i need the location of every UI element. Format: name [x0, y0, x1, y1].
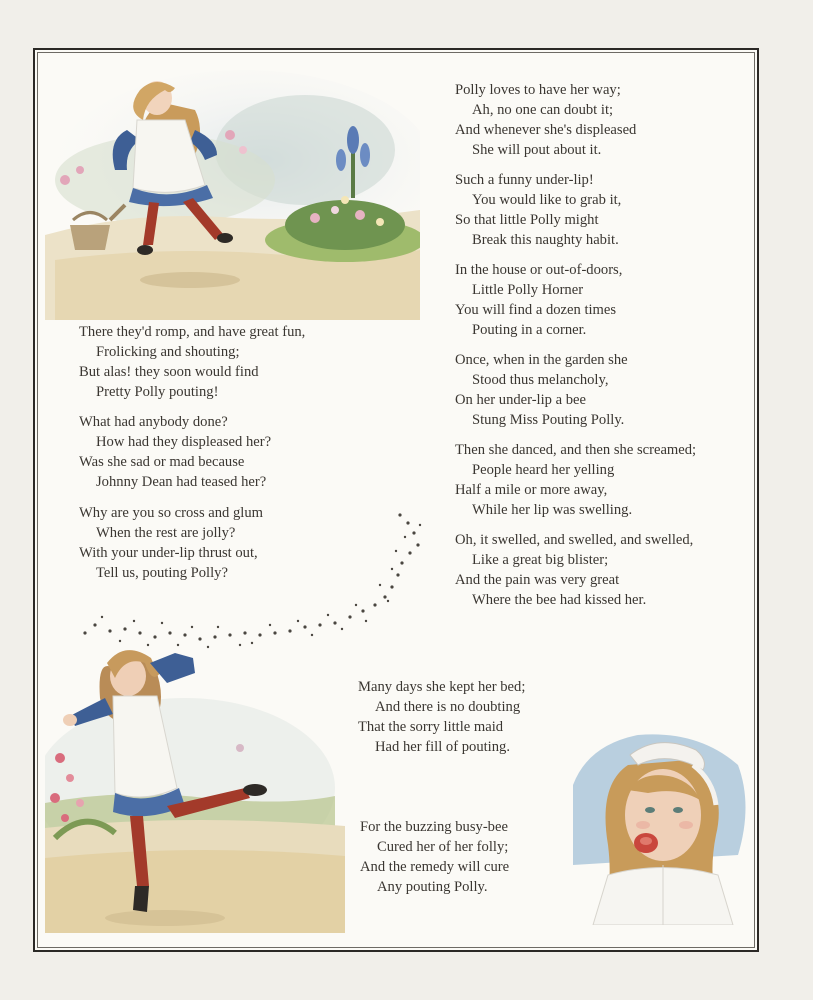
stanza-8: [455, 440, 696, 520]
stanza-line: Then she danced, and then she screamed;: [455, 442, 697, 458]
stanza-line: You would like to grab it,: [472, 192, 622, 208]
stanza-line: Frolicking and shouting;: [96, 344, 240, 360]
stanza-1: [79, 322, 305, 402]
stanza-line: Such a funny under-lip!: [455, 172, 594, 188]
stanza-line: Pretty Polly pouting!: [96, 384, 219, 400]
stanza-line: Break this naughty habit.: [472, 232, 619, 248]
stanza-4: [455, 80, 636, 160]
stanza-line: People heard her yelling: [472, 462, 615, 478]
stanza-line: Any pouting Polly.: [377, 879, 488, 895]
illustration-girl-garden: [45, 60, 420, 320]
stanza-10: [358, 677, 525, 757]
stanza-line: Little Polly Horner: [472, 282, 584, 298]
illustration-girl-running: [45, 628, 345, 933]
stanza-line: Many days she kept her bed;: [358, 679, 526, 695]
stanza-11: [360, 817, 509, 897]
stanza-line: Oh, it swelled, and swelled, and swelled,: [455, 532, 694, 548]
stanza-line: Why are you so cross and glum: [79, 505, 264, 521]
stanza-line: Had her fill of pouting.: [375, 739, 510, 755]
stanza-6: [455, 260, 622, 340]
stanza-line: When the rest are jolly?: [96, 525, 236, 541]
stanza-line: So that little Polly might: [455, 212, 599, 228]
stanza-line: In the house or out-of-doors,: [455, 262, 623, 278]
stanza-line: And the remedy will cure: [360, 859, 510, 875]
stanza-5: [455, 170, 621, 250]
stanza-line: But alas! they soon would find: [79, 364, 259, 380]
stanza-line: Stood thus melancholy,: [472, 372, 609, 388]
stanza-line: For the buzzing busy-bee: [360, 819, 508, 835]
stanza-line: Where the bee had kissed her.: [472, 592, 647, 608]
stanza-line: And there is no doubting: [375, 699, 521, 715]
stanza-2: [79, 412, 271, 492]
stanza-3: [79, 503, 263, 583]
stanza-line: Johnny Dean had teased her?: [96, 474, 267, 490]
stanza-line: On her under-lip a bee: [455, 392, 586, 408]
stanza-line: And the pain was very great: [455, 572, 620, 588]
stanza-line: You will find a dozen times: [455, 302, 617, 318]
stanza-line: Cured her of her folly;: [377, 839, 509, 855]
stanza-line: Ah, no one can doubt it;: [472, 102, 614, 118]
stanza-line: How had they displeased her?: [96, 434, 272, 450]
stanza-7: [455, 350, 628, 430]
stanza-line: And whenever she's displeased: [455, 122, 637, 138]
stanza-line: Like a great big blister;: [472, 552, 609, 568]
stanza-line: Was she sad or mad because: [79, 454, 245, 470]
stanza-line: Pouting in a corner.: [472, 322, 587, 338]
stanza-line: With your under-lip thrust out,: [79, 545, 258, 561]
stanza-line: Once, when in the garden she: [455, 352, 628, 368]
stanza-line: While her lip was swelling.: [472, 502, 633, 518]
illustration-swollen-lip-portrait: [568, 725, 753, 925]
stanza-line: Half a mile or more away,: [455, 482, 608, 498]
stanza-9: [455, 530, 693, 610]
stanza-line: That the sorry little maid: [358, 719, 504, 735]
stanza-line: Polly loves to have her way;: [455, 82, 621, 98]
stanza-line: What had anybody done?: [79, 414, 228, 430]
stanza-line: There they'd romp, and have great fun,: [79, 324, 306, 340]
stanza-line: Stung Miss Pouting Polly.: [472, 412, 625, 428]
stanza-line: Tell us, pouting Polly?: [96, 565, 228, 581]
stanza-line: She will pout about it.: [472, 142, 602, 158]
